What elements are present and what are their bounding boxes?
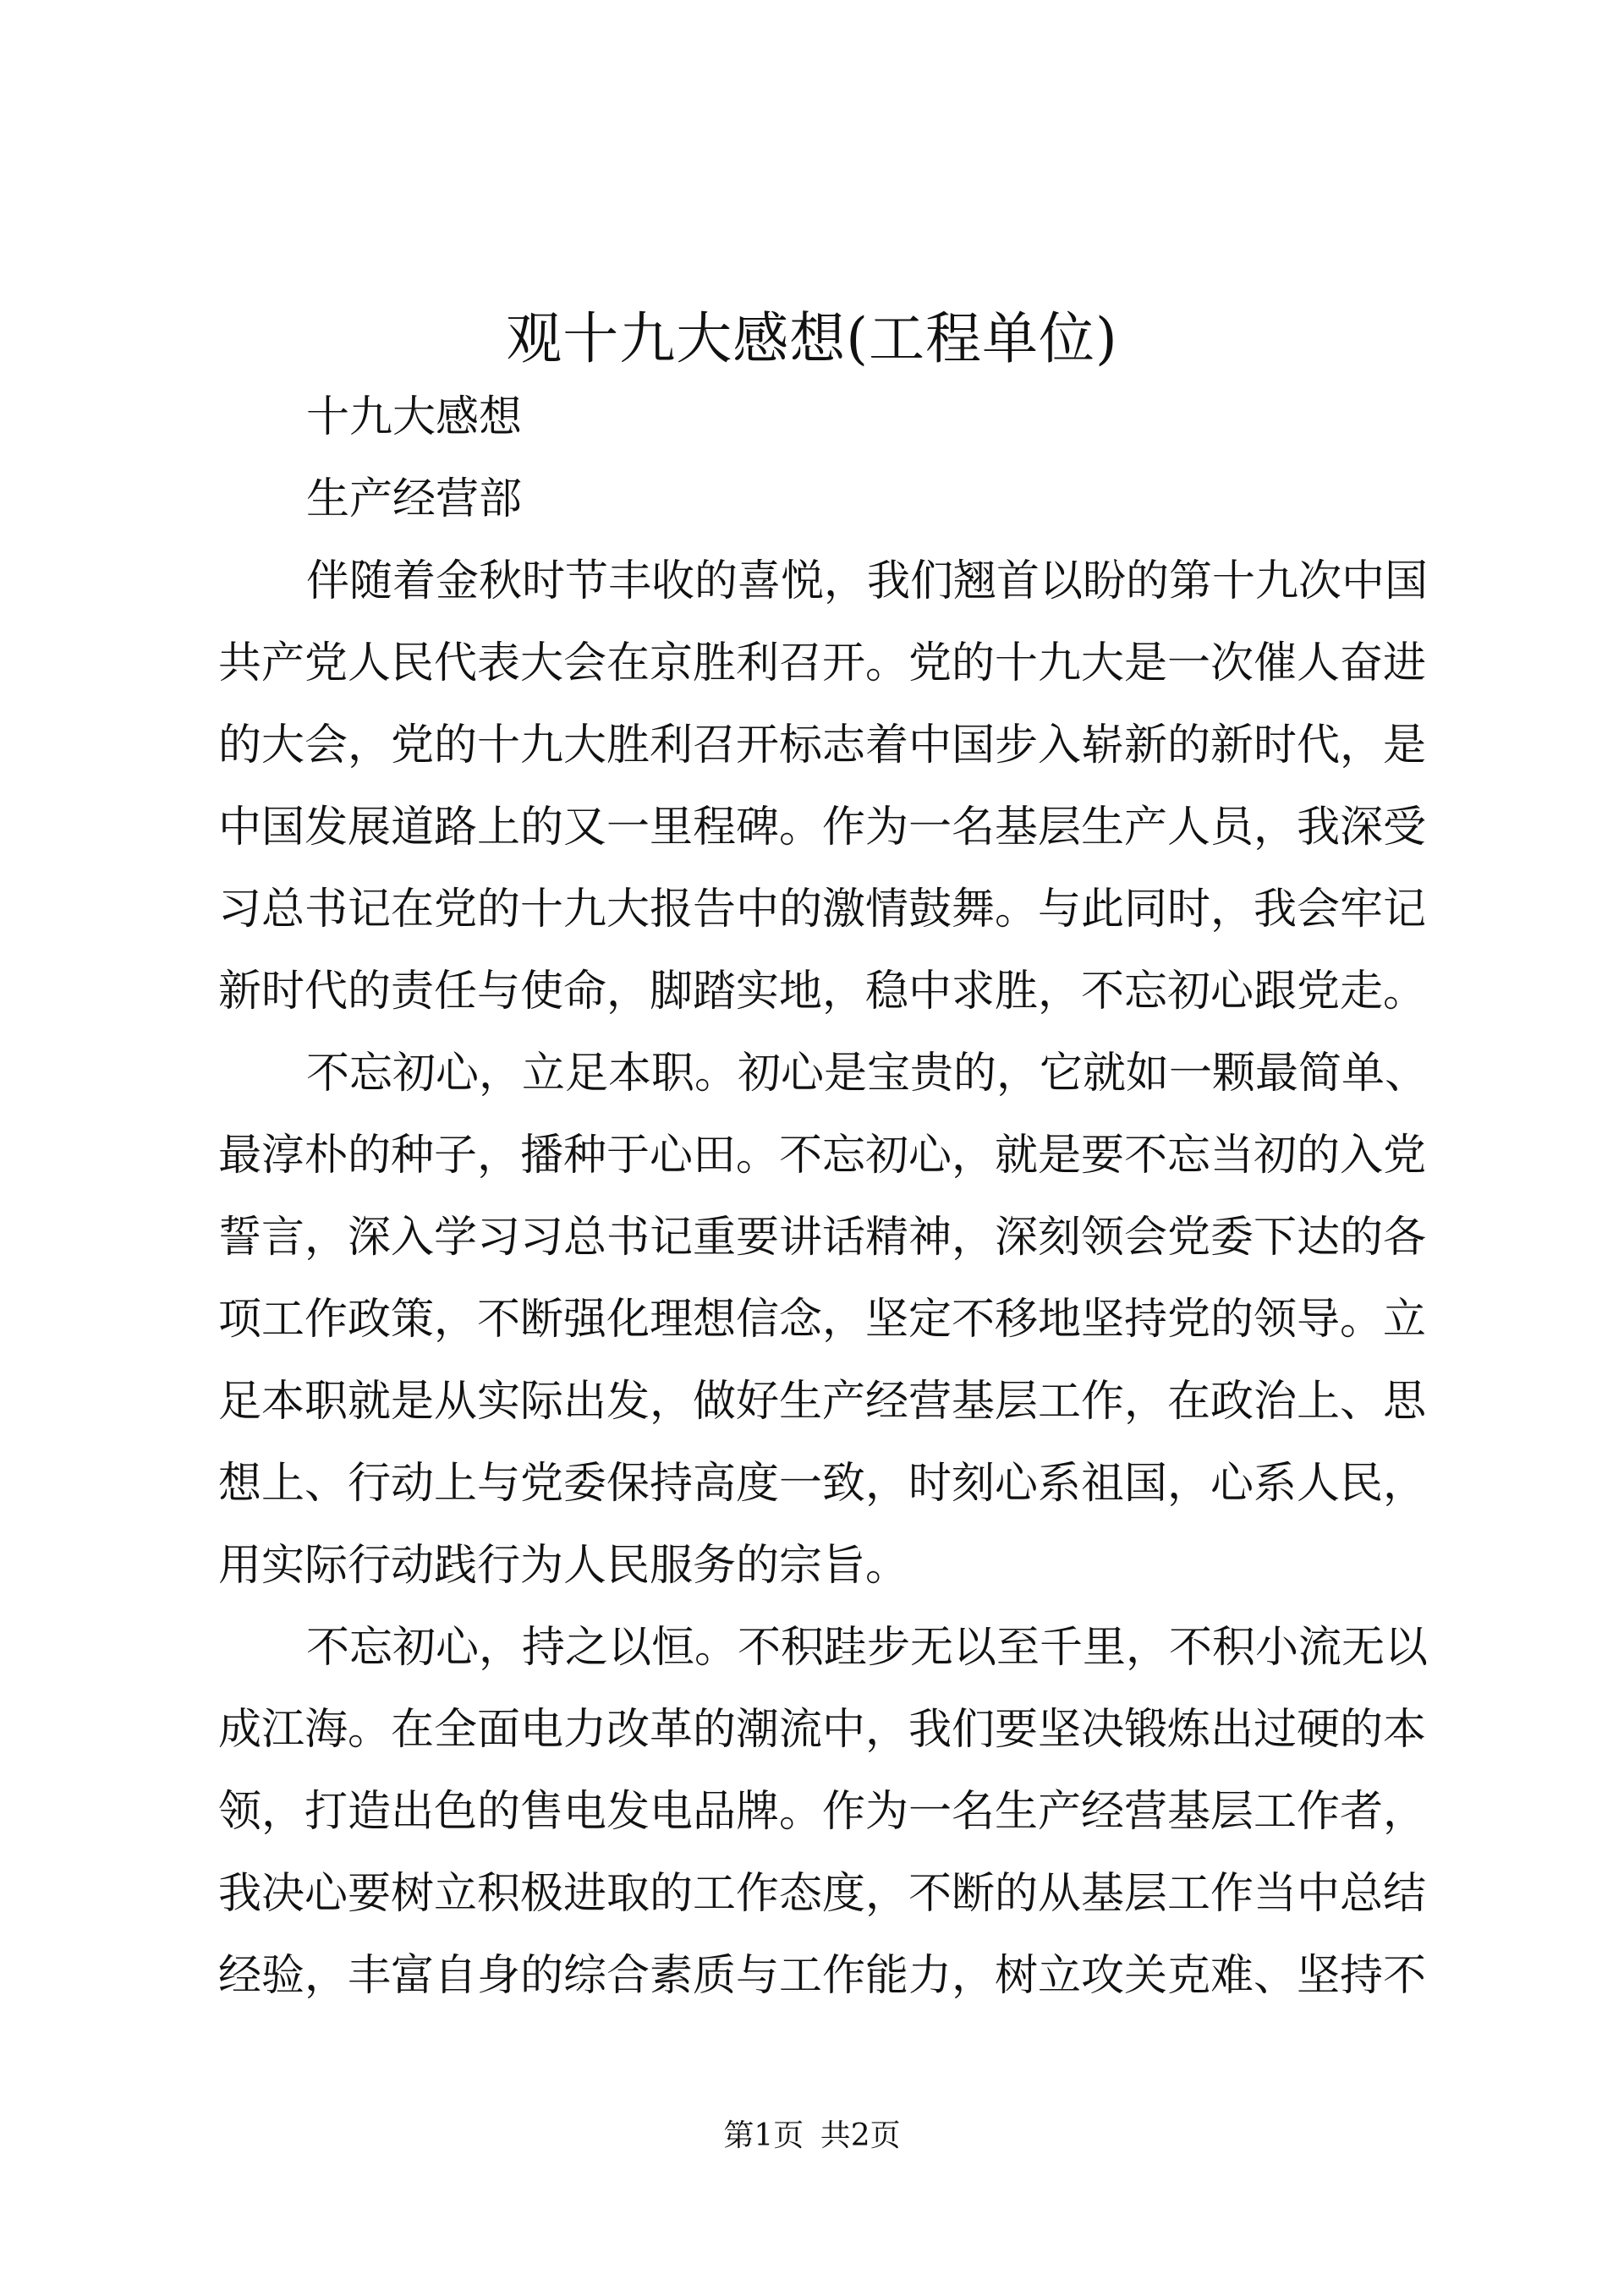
paragraph-line: 成江海。在全面电力改革的潮流中，我们要坚决锻炼出过硬的本	[218, 1705, 1427, 1755]
page-number: 第1页	[723, 2118, 804, 2153]
paragraph-line: 领，打造出色的售电发电品牌。作为一名生产经营基层工作者，	[218, 1787, 1427, 1837]
paragraph	[218, 1033, 1429, 1607]
paragraph	[218, 1607, 1429, 2017]
paragraph-line: 经验，丰富自身的综合素质与工作能力，树立攻关克难、坚持不	[218, 1951, 1427, 2001]
subtitle: 十九大感想	[306, 392, 523, 442]
paragraph-line: 不忘初心，持之以恒。不积跬步无以至千里，不积小流无以	[306, 1623, 1429, 1673]
paragraph-line: 新时代的责任与使命，脚踏实地，稳中求胜，不忘初心跟党走。	[218, 967, 1427, 1016]
paragraph-line: 想上、行动上与党委保持高度一致，时刻心系祖国，心系人民，	[218, 1459, 1427, 1509]
paragraph-line: 的大会，党的十九大胜利召开标志着中国步入崭新的新时代，是	[218, 721, 1427, 770]
paragraph-line: 誓言，深入学习习总书记重要讲话精神，深刻领会党委下达的各	[218, 1213, 1427, 1263]
paragraph-line: 足本职就是从实际出发，做好生产经营基层工作，在政治上、思	[218, 1377, 1427, 1427]
paragraph	[218, 540, 1429, 1033]
paragraph-line: 最淳朴的种子，播种于心田。不忘初心，就是要不忘当初的入党	[218, 1131, 1427, 1181]
paragraph-line: 中国发展道路上的又一里程碑。作为一名基层生产人员，我深受	[218, 803, 1427, 852]
paragraph-line: 共产党人民代表大会在京胜利召开。党的十九大是一次催人奋进	[218, 638, 1427, 688]
department: 生产经营部	[306, 474, 523, 524]
document-body	[218, 376, 1429, 2017]
paragraph-line: 我决心要树立积极进取的工作态度，不断的从基层工作当中总结	[218, 1869, 1427, 1919]
paragraph-line: 用实际行动践行为人民服务的宗旨。	[218, 1541, 909, 1591]
paragraph-line: 伴随着金秋时节丰收的喜悦，我们翘首以盼的第十九次中国	[306, 556, 1429, 606]
page-footer	[0, 2118, 1624, 2155]
paragraph-line: 项工作政策，不断强化理想信念，坚定不移地坚持党的领导。立	[218, 1295, 1427, 1345]
paragraphs	[218, 540, 1429, 2017]
paragraph-line: 不忘初心，立足本职。初心是宝贵的，它就如一颗最简单、	[306, 1049, 1429, 1099]
document-title: 观十九大感想(工程单位)	[506, 306, 1118, 371]
paragraph-line: 习总书记在党的十九大报告中的激情鼓舞。与此同时，我会牢记	[218, 885, 1427, 934]
page-total: 共2页	[820, 2118, 901, 2153]
